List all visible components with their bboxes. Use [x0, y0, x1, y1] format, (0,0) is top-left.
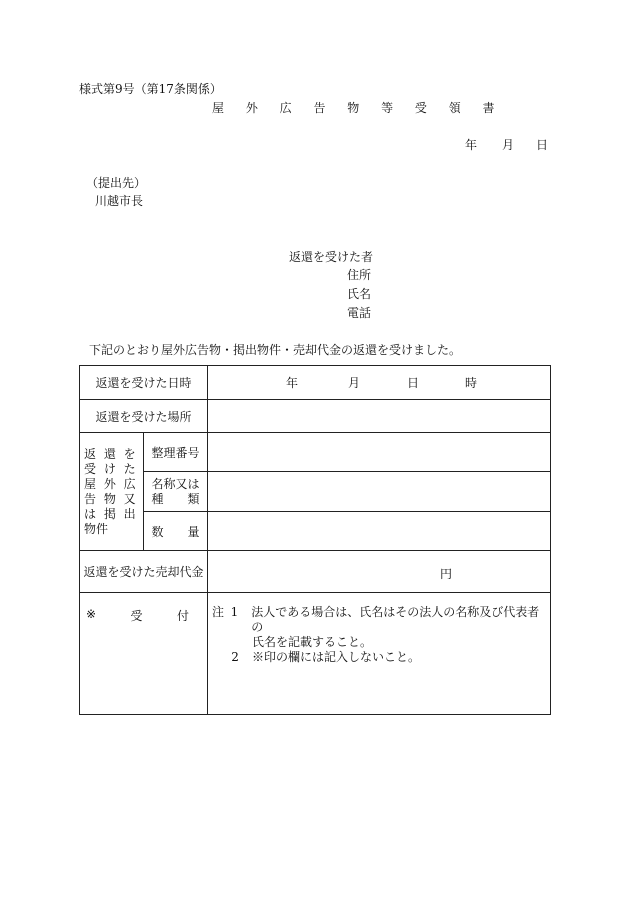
receipt-label-1: 受 — [130, 609, 143, 623]
number-label: 整理番号 — [144, 433, 208, 472]
date-year: 年 — [465, 138, 478, 152]
note-1-number: 1 — [230, 605, 239, 619]
recipient-label: （提出先） — [86, 176, 147, 190]
proceeds-row — [80, 551, 551, 593]
returnee-name-label: 氏名 — [347, 287, 372, 301]
recipient-name: 川越市長 — [95, 194, 144, 208]
date-day: 日 — [536, 138, 549, 152]
name-field[interactable] — [208, 472, 551, 512]
place-field[interactable] — [208, 400, 551, 433]
place-label: 返還を受けた場所 — [80, 400, 208, 433]
receipt-mark: ※ — [86, 607, 97, 621]
notes-prefix: 注 — [212, 605, 225, 619]
item-group-line: 物件 — [84, 521, 109, 536]
quantity-field[interactable] — [208, 512, 551, 551]
returnee-address-label: 住所 — [347, 268, 372, 282]
proceeds-label: 返還を受けた売却代金 — [80, 551, 208, 593]
name-row — [80, 472, 551, 512]
name-label-line1: 名称又は — [151, 476, 200, 491]
note-2-text: ※印の欄には記入しないこと。 — [252, 650, 421, 664]
name-label-line2: 種 類 — [151, 491, 200, 506]
datetime-hour: 時 — [465, 376, 478, 390]
note-1-text-cont: 氏名を記載すること。 — [252, 635, 373, 649]
date-month: 月 — [502, 138, 515, 152]
proceeds-field[interactable] — [208, 551, 551, 593]
item-group-line: 屋 外 広 — [84, 476, 138, 491]
datetime-month: 月 — [348, 376, 361, 390]
item-group-line: 返 還 を — [84, 446, 138, 461]
item-group-line: は 掲 出 — [84, 506, 138, 521]
datetime-label: 返還を受けた日時 — [80, 366, 208, 400]
item-group-label — [80, 433, 144, 551]
datetime-row — [80, 366, 551, 400]
document-title: 屋 外 広 告 物 等 受 領 書 — [212, 101, 504, 115]
receipt-label — [80, 593, 208, 715]
receipt-row — [80, 593, 551, 715]
receipt-label-2: 付 — [176, 609, 189, 623]
intro-text: 下記のとおり屋外広告物・掲出物件・売却代金の返還を受けました。 — [89, 343, 462, 357]
number-row — [80, 433, 551, 472]
returnee-heading: 返還を受けた者 — [289, 250, 374, 264]
quantity-label: 数 量 — [144, 512, 208, 551]
note-1-text: 法人である場合は、氏名はその法人の名称及び代表者の — [251, 605, 540, 634]
item-group-line: 受 け た — [84, 461, 138, 476]
form-number: 様式第9号（第17条関係） — [79, 82, 222, 96]
proceeds-unit: 円 — [440, 567, 453, 581]
datetime-field[interactable] — [208, 366, 551, 400]
name-label — [144, 472, 208, 512]
number-field[interactable] — [208, 433, 551, 472]
place-row — [80, 400, 551, 433]
returnee-phone-label: 電話 — [347, 306, 372, 320]
datetime-year: 年 — [286, 376, 299, 390]
note-2-number: 2 — [231, 650, 239, 664]
receipt-table — [79, 365, 551, 715]
datetime-day: 日 — [407, 376, 420, 390]
item-group-line: 告 物 又 — [84, 491, 138, 506]
quantity-row — [80, 512, 551, 551]
notes-cell — [208, 593, 551, 715]
